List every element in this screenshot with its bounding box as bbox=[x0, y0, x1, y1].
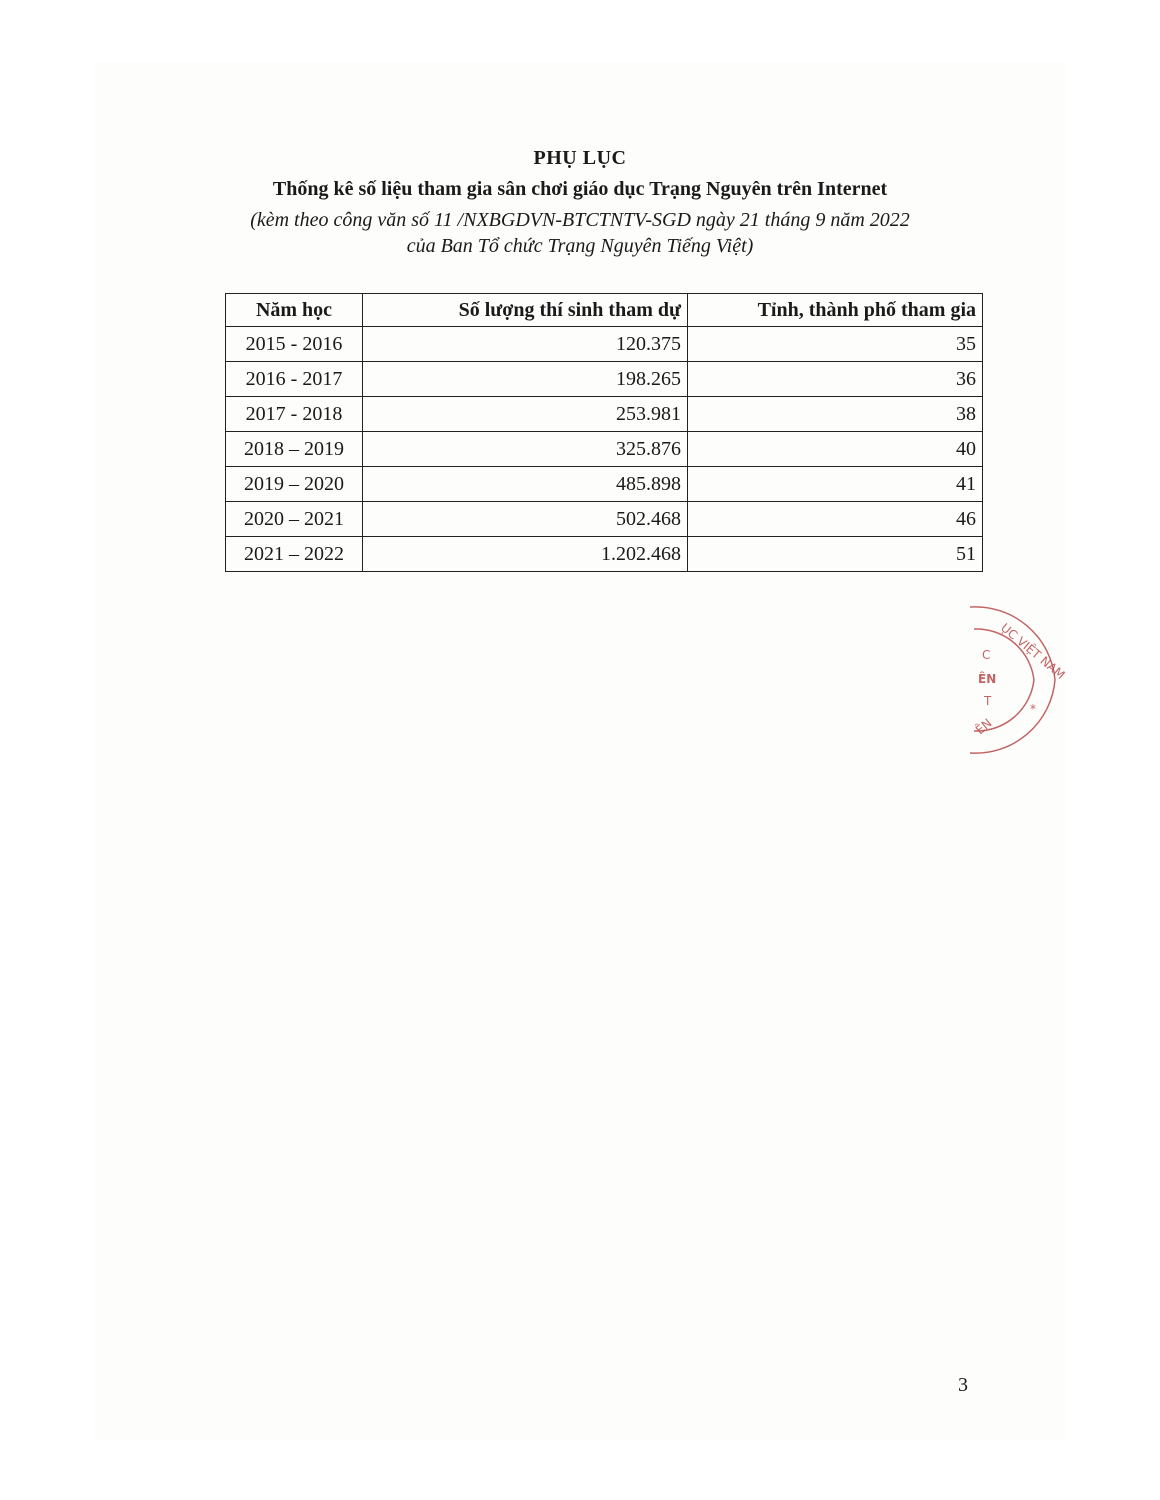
document-title: Thống kê số liệu tham gia sân chơi giáo dục Trạng Nguyên trên Internet bbox=[272, 178, 888, 200]
cell-participants: 1.202.468 bbox=[363, 537, 688, 572]
table-row bbox=[226, 467, 983, 502]
table-row bbox=[226, 537, 983, 572]
page-sheet bbox=[95, 62, 1065, 1440]
document-subtitle-line1: (kèm theo công văn số 11 /NXBGDVN-BTCTNTV-SGD ngày 21 tháng 9 năm 2022 bbox=[250, 209, 910, 231]
cell-provinces: 41 bbox=[688, 467, 983, 502]
svg-text:ÊN: ÊN bbox=[972, 715, 995, 738]
cell-school-year: 2017 - 2018 bbox=[226, 397, 363, 432]
header-provinces: Tỉnh, thành phố tham gia bbox=[688, 294, 983, 327]
svg-text:*: * bbox=[1030, 702, 1036, 716]
cell-school-year: 2016 - 2017 bbox=[226, 362, 363, 397]
table-row bbox=[226, 397, 983, 432]
cell-school-year: 2021 – 2022 bbox=[226, 537, 363, 572]
statistics-table bbox=[225, 293, 983, 572]
svg-text:C: C bbox=[982, 648, 991, 662]
table-row bbox=[226, 502, 983, 537]
svg-text:ÊN: ÊN bbox=[978, 672, 997, 686]
cell-provinces: 35 bbox=[688, 327, 983, 362]
cell-participants: 120.375 bbox=[363, 327, 688, 362]
cell-school-year: 2020 – 2021 bbox=[226, 502, 363, 537]
cell-provinces: 38 bbox=[688, 397, 983, 432]
cell-provinces: 36 bbox=[688, 362, 983, 397]
cell-school-year: 2015 - 2016 bbox=[226, 327, 363, 362]
cell-provinces: 51 bbox=[688, 537, 983, 572]
header-school-year: Năm học bbox=[226, 294, 363, 327]
document-subtitle-line2: của Ban Tổ chức Trạng Nguyên Tiếng Việt) bbox=[406, 235, 754, 257]
official-stamp bbox=[960, 595, 1070, 765]
svg-text:ỤC VIỆT NAM: ỤC VIỆT NAM bbox=[998, 620, 1068, 683]
cell-school-year: 2018 – 2019 bbox=[226, 432, 363, 467]
appendix-heading: PHỤ LỤC bbox=[533, 147, 627, 169]
cell-participants: 198.265 bbox=[363, 362, 688, 397]
table-row bbox=[226, 432, 983, 467]
cell-provinces: 46 bbox=[688, 502, 983, 537]
svg-text:T: T bbox=[984, 694, 992, 708]
header-participants: Số lượng thí sinh tham dự bbox=[363, 294, 688, 327]
table-row bbox=[226, 362, 983, 397]
cell-participants: 502.468 bbox=[363, 502, 688, 537]
table-row bbox=[226, 327, 983, 362]
cell-provinces: 40 bbox=[688, 432, 983, 467]
cell-participants: 325.876 bbox=[363, 432, 688, 467]
cell-school-year: 2019 – 2020 bbox=[226, 467, 363, 502]
cell-participants: 485.898 bbox=[363, 467, 688, 502]
table-header-row bbox=[226, 294, 983, 327]
page-number: 3 bbox=[958, 1374, 968, 1396]
cell-participants: 253.981 bbox=[363, 397, 688, 432]
